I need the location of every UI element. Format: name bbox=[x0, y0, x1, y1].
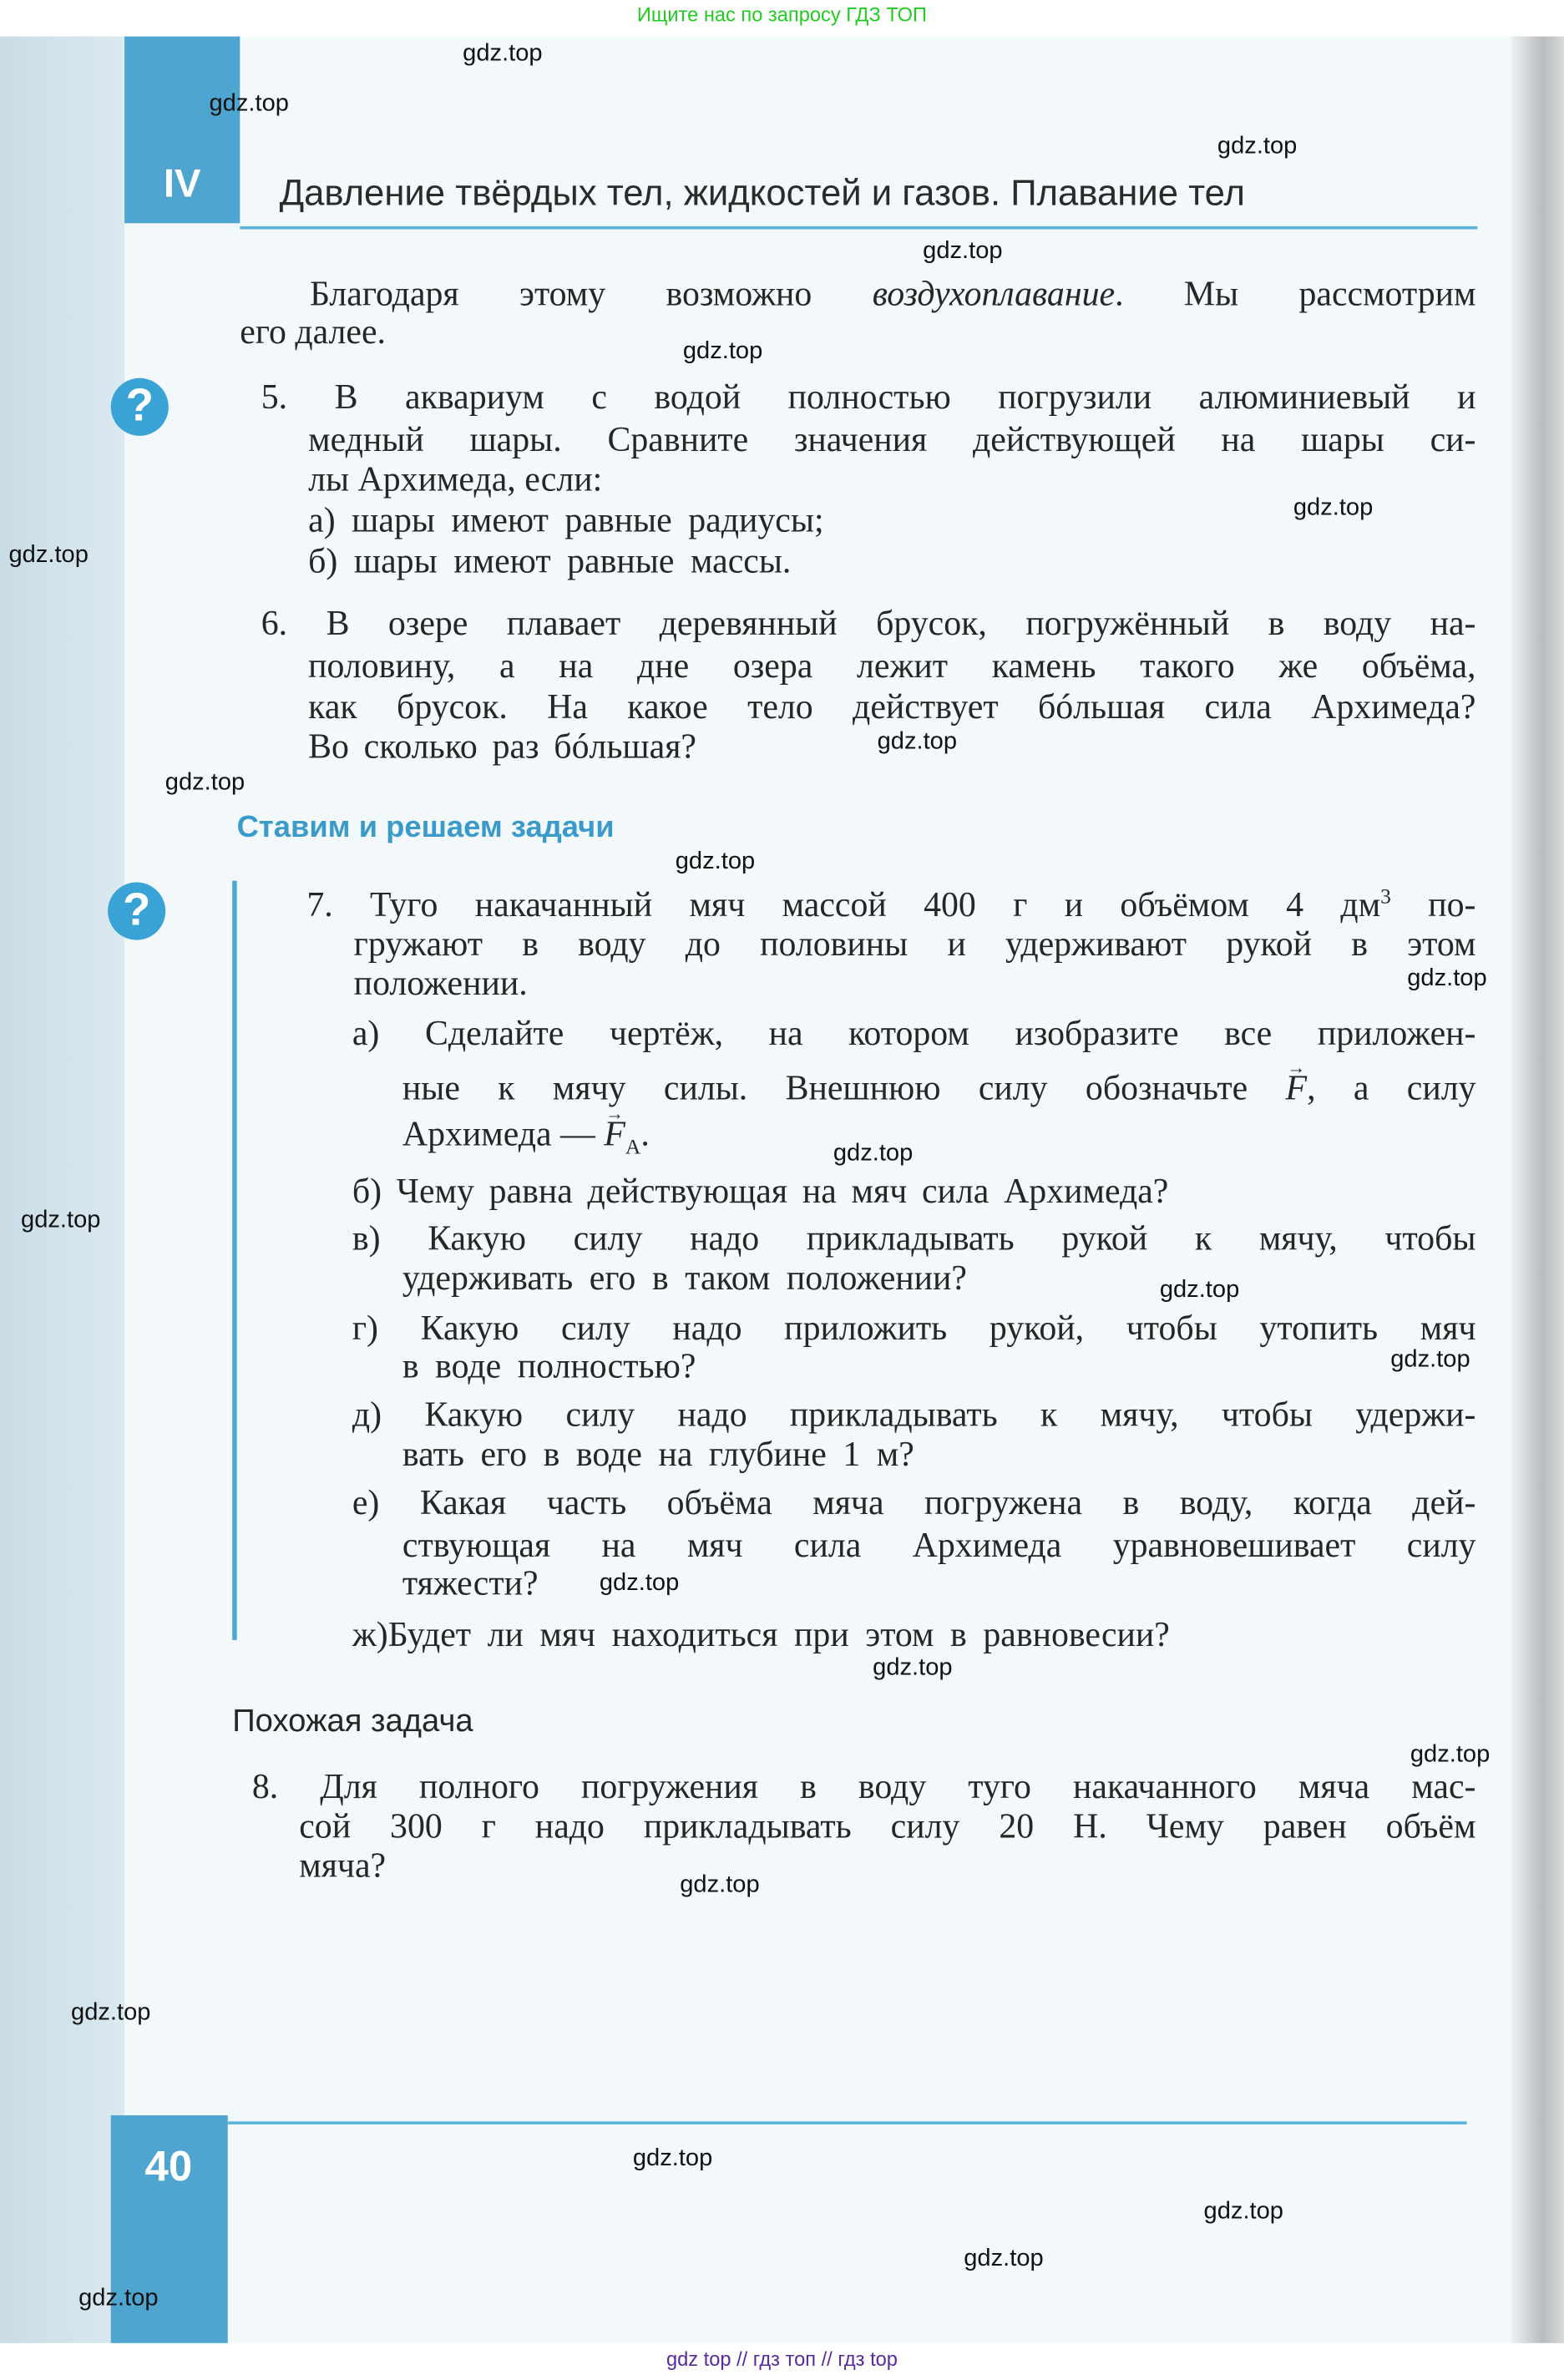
task-8-line: 8. Для полного погружения в воду туго накачанного мяча мас- bbox=[251, 1767, 1476, 1806]
task-8-line: сой 300 г надо прикладывать силу 20 Н. Чему равен объём bbox=[299, 1806, 1476, 1846]
watermark: gdz.top bbox=[680, 1872, 760, 1898]
watermark: gdz.top bbox=[1217, 134, 1298, 160]
section-title: Ставим и решаем задачи bbox=[236, 811, 615, 845]
watermark: gdz.top bbox=[463, 41, 543, 68]
watermark: gdz.top bbox=[1293, 494, 1374, 521]
force-vector: → F bbox=[1286, 1069, 1308, 1108]
watermark: gdz.top bbox=[1410, 1741, 1491, 1768]
task-7-item-a: Архимеда — → $F_A$. bbox=[402, 1115, 650, 1169]
watermark: gdz.top bbox=[873, 1655, 953, 1681]
task-7-line: гружают в воду до половины и удерживают рукой в этом bbox=[353, 924, 1476, 963]
watermark: gdz.top bbox=[1203, 2199, 1283, 2225]
question-6-line: как брусок. На какое тело действует бóльшая сила Архимеда? bbox=[308, 687, 1476, 727]
question-6-line: половину, а на дне озера лежит камень такого же объёма, bbox=[308, 646, 1476, 686]
watermark: gdz.top bbox=[1159, 1277, 1240, 1304]
task-7-item-zh: ж)Будет ли мяч находиться при этом в равновесии? bbox=[352, 1615, 1170, 1654]
intro-line: его далее. bbox=[240, 312, 387, 352]
watermark: gdz.top bbox=[923, 238, 1003, 265]
footer-links[interactable]: gdz top // гдз топ // гдз top bbox=[666, 2347, 898, 2371]
task-7-item-a: ные к мячу силы. Внешнюю силу обозначьте → F, а силу bbox=[402, 1069, 1476, 1108]
watermark: gdz.top bbox=[8, 542, 89, 569]
question-5-option: а) шары имеют равные радиусы; bbox=[308, 501, 824, 539]
intro-line: Благодаря этому возможно воздухоплавание. Мы рассмотрим bbox=[309, 275, 1476, 313]
task-7-item-b: б) Чему равна действующая на мяч сила Архимеда? bbox=[352, 1172, 1169, 1211]
task-7-item-d: д) Какую силу надо прикладывать к мячу, чтобы удержи- bbox=[352, 1395, 1476, 1434]
watermark: gdz.top bbox=[1407, 965, 1487, 992]
task-7-line: 7. Туго накачанный мяч массой 400 г и объёмом 4 $дм^3$ по- bbox=[306, 885, 1476, 924]
task-7-item-e: ствующая на мяч сила Архимеда уравновешивает силу bbox=[402, 1526, 1476, 1564]
watermark: gdz.top bbox=[964, 2246, 1044, 2272]
question-6-line: Во сколько раз бóльшая? bbox=[308, 727, 697, 766]
watermark: gdz.top bbox=[682, 338, 763, 365]
question-icon: ? bbox=[108, 882, 165, 939]
watermark: gdz.top bbox=[599, 1570, 680, 1597]
task-7-item-d: вать его в воде на глубине 1 м? bbox=[402, 1435, 914, 1473]
chapter-title: Давление твёрдых тел, жидкостей и газов. Плавание тел bbox=[279, 173, 1245, 215]
question-5-line: медный шары. Сравните значения действующей на шары си- bbox=[308, 420, 1476, 459]
header-divider bbox=[240, 226, 1477, 230]
chapter-numeral: IV bbox=[163, 160, 201, 206]
watermark: gdz.top bbox=[71, 1999, 151, 2026]
watermark: gdz.top bbox=[833, 1140, 914, 1167]
watermark: gdz.top bbox=[164, 769, 245, 796]
archimedes-force-vector: → F bbox=[604, 1115, 625, 1154]
footer-divider bbox=[228, 2121, 1467, 2124]
question-5-line: 5. В аквариум с водой полностью погрузили алюминиевый и bbox=[261, 377, 1476, 417]
watermark: gdz.top bbox=[209, 91, 289, 118]
task-7-line: положении. bbox=[353, 964, 528, 1003]
watermark: gdz.top bbox=[78, 2285, 159, 2312]
question-6-line: 6. В озере плавает деревянный брусок, погружённый в воду на- bbox=[261, 604, 1476, 643]
task-7-item-e: е) Какая часть объёма мяча погружена в воду, когда дей- bbox=[352, 1483, 1476, 1522]
task-8-line: мяча? bbox=[299, 1846, 387, 1885]
watermark: gdz.top bbox=[675, 848, 756, 875]
page-edge-shadow bbox=[1511, 37, 1564, 2343]
task-bracket-line bbox=[232, 881, 236, 1640]
search-hint[interactable]: Ищите нас по запросу ГДЗ ТОП bbox=[636, 3, 928, 26]
watermark: gdz.top bbox=[877, 728, 958, 755]
left-margin bbox=[0, 37, 124, 2343]
question-5-line: лы Архимеда, если: bbox=[308, 459, 603, 499]
task-7-item-v: в) Какую силу надо прикладывать рукой к мячу, чтобы bbox=[352, 1219, 1476, 1258]
task-7-item-v: удерживать его в таком положении? bbox=[402, 1258, 967, 1297]
watermark: gdz.top bbox=[632, 2145, 713, 2172]
task-7-item-g: г) Какую силу надо приложить рукой, чтобы утопить мяч bbox=[352, 1309, 1476, 1347]
page-number: 40 bbox=[144, 2142, 193, 2190]
question-icon: ? bbox=[111, 378, 169, 436]
watermark: gdz.top bbox=[21, 1207, 101, 1233]
task-7-item-a: а) Сделайте чертёж, на котором изобразите все приложен- bbox=[352, 1014, 1476, 1053]
task-7-item-e: тяжести? bbox=[402, 1563, 539, 1603]
question-5-option: б) шары имеют равные массы. bbox=[308, 542, 792, 580]
task-7-item-g: в воде полностью? bbox=[402, 1346, 696, 1385]
similar-task-title: Похожая задача bbox=[232, 1704, 473, 1739]
watermark: gdz.top bbox=[1390, 1346, 1470, 1373]
